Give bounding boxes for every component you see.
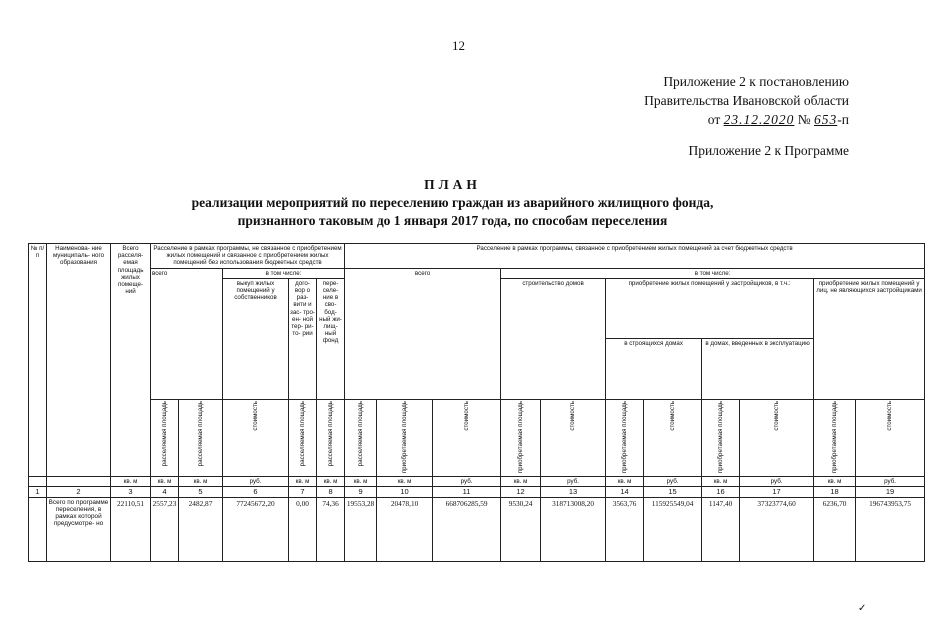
sub-acquired-area: приобретаемая площадь [501, 399, 541, 476]
value-cell: 19553,28 [345, 497, 377, 561]
handwritten-number: 653 [814, 112, 838, 127]
unit-cell: кв. м [377, 477, 433, 487]
sub-resettled-area: расселяемая площадь [345, 399, 377, 476]
value-cell: 2482,87 [179, 497, 223, 561]
header-buyout: выкуп жилых помещений у собственников [223, 278, 289, 399]
column-number: 9 [345, 487, 377, 497]
value-cell: 9530,24 [501, 497, 541, 561]
header-all-2: всего [345, 268, 501, 399]
sub-acquired-area: приобретаемая площадь [814, 399, 856, 476]
header-total-area: Всего расселя- емая площадь жилых помеще- ний [111, 244, 151, 477]
value-cell: 6236,70 [814, 497, 856, 561]
title-line-2: реализации мероприятий по переселению граждан из аварийного жилищного фонда, [191, 195, 714, 210]
sub-resettled-area: расселяемая площадь [289, 399, 317, 476]
sub-cost: стоимость [541, 399, 606, 476]
sub-cost: стоимость [740, 399, 814, 476]
column-number: 3 [111, 487, 151, 497]
header-in-construction: в строящихся домах [606, 339, 702, 400]
value-cell: 1147,40 [702, 497, 740, 561]
header-municipality: Наименова- ние муниципаль- ного образования [47, 244, 111, 477]
header-contract: дого- вор о раз- вити и зас- тро- ен- ной тер- ри- то- рии [289, 278, 317, 399]
sub-resettled-area: расселяемая площадь [317, 399, 345, 476]
column-numbers-row [29, 487, 925, 497]
column-number: 4 [151, 487, 179, 497]
column-number: 16 [702, 487, 740, 497]
header-in-commissioned: в домах, введенных в эксплуатацию [702, 339, 814, 400]
header-acq-others: приобретение жилых помещений у лиц, не являющихся застройщиками [814, 278, 925, 399]
column-number: 19 [856, 487, 925, 497]
handwritten-date: 23.12.2020 [723, 112, 795, 127]
value-cell: 77245672,20 [223, 497, 289, 561]
unit-cell: кв. м [501, 477, 541, 487]
header-incl-1: в том числе: [223, 268, 345, 278]
sub-acquired-area: приобретаемая площадь [377, 399, 433, 476]
title-line-3: признанного таковым до 1 января 2017 года, по способам переселения [237, 213, 668, 228]
value-cell: 2557,23 [151, 497, 179, 561]
column-number: 2 [47, 487, 111, 497]
units-row [29, 477, 925, 487]
header-not-budget: Расселение в рамках программы, не связанное с приобретением жилых помещений и связанное с приобретением жилых помещений без использования бюджетных средств [151, 244, 345, 269]
unit-cell: кв. м [111, 477, 151, 487]
unit-cell: руб. [856, 477, 925, 487]
unit-cell: кв. м [702, 477, 740, 487]
column-number: 5 [179, 487, 223, 497]
unit-cell: руб. [433, 477, 501, 487]
unit-cell: кв. м [606, 477, 644, 487]
unit-cell: кв. м [345, 477, 377, 487]
number-suffix: -п [837, 112, 849, 127]
column-number: 13 [541, 487, 606, 497]
value-cell: 318713008,20 [541, 497, 606, 561]
column-number: 14 [606, 487, 644, 497]
appendix-line-2: Правительства Ивановской области [644, 93, 849, 108]
value-cell: 3563,76 [606, 497, 644, 561]
value-cell: 115925549,04 [644, 497, 702, 561]
unit-cell: кв. м [179, 477, 223, 487]
unit-cell: руб. [223, 477, 289, 487]
header-acq-developers: приобретение жилых помещений у застройщиков, в т.ч.: [606, 278, 814, 339]
column-number: 8 [317, 487, 345, 497]
page-number: 12 [452, 38, 465, 53]
column-number: 10 [377, 487, 433, 497]
value-cell: 22110,51 [111, 497, 151, 561]
document-title [0, 176, 905, 230]
value-cell: 196743953,75 [856, 497, 925, 561]
column-number: 1 [29, 487, 47, 497]
appendix-date-line [644, 110, 849, 129]
column-number: 12 [501, 487, 541, 497]
sub-acquired-area: приобретаемая площадь [702, 399, 740, 476]
column-number: 18 [814, 487, 856, 497]
column-number: 17 [740, 487, 814, 497]
column-number: 11 [433, 487, 501, 497]
column-number: 7 [289, 487, 317, 497]
value-cell: 37323774,60 [740, 497, 814, 561]
value-cell: 668706285,59 [433, 497, 501, 561]
header-all-1: всего [151, 268, 223, 399]
row-name-cell: Всего по программе переселения, в рамках которой предусмотре- но [47, 497, 111, 561]
sub-resettled-area: расселяемая площадь [179, 399, 223, 476]
sub-cost: стоимость [433, 399, 501, 476]
unit-cell: руб. [541, 477, 606, 487]
sub-resettled-area: расселяемая площадь [151, 399, 179, 476]
column-number: 6 [223, 487, 289, 497]
value-cell: 74,36 [317, 497, 345, 561]
resettlement-plan-table [28, 243, 925, 562]
header-resettle-free-fund: пере- селе- ние в сво- бод- ный жи- лищ- ный фонд [317, 278, 345, 399]
column-number: 15 [644, 487, 702, 497]
unit-cell [47, 477, 111, 487]
sub-acquired-area: приобретаемая площадь [606, 399, 644, 476]
header-construction: строительство домов [501, 278, 606, 399]
appendix-line-1: Приложение 2 к постановлению [663, 74, 849, 89]
handwritten-checkmark: ✓ [858, 603, 867, 614]
value-cell: 20478,10 [377, 497, 433, 561]
from-prefix: от [707, 112, 721, 127]
header-budget: Расселение в рамках программы, связанное с приобретением жилых помещений за счет бюджетных средств [345, 244, 925, 269]
appendix-header [644, 72, 849, 129]
header-num: № п/п [29, 244, 47, 477]
number-prefix: № [797, 112, 811, 127]
unit-cell: кв. м [289, 477, 317, 487]
unit-cell: кв. м [151, 477, 179, 487]
unit-cell: руб. [740, 477, 814, 487]
table-row [29, 497, 925, 561]
value-cell: 0,00 [289, 497, 317, 561]
header-incl-2: в том числе: [501, 268, 925, 278]
sub-cost: стоимость [856, 399, 925, 476]
title-plan: ПЛАН [424, 177, 481, 192]
row-num-cell [29, 497, 47, 561]
unit-cell: руб. [644, 477, 702, 487]
unit-cell: кв. м [317, 477, 345, 487]
sub-cost: стоимость [223, 399, 289, 476]
sub-cost: стоимость [644, 399, 702, 476]
unit-cell: кв. м [814, 477, 856, 487]
program-appendix: Приложение 2 к Программе [688, 143, 849, 158]
unit-cell [29, 477, 47, 487]
